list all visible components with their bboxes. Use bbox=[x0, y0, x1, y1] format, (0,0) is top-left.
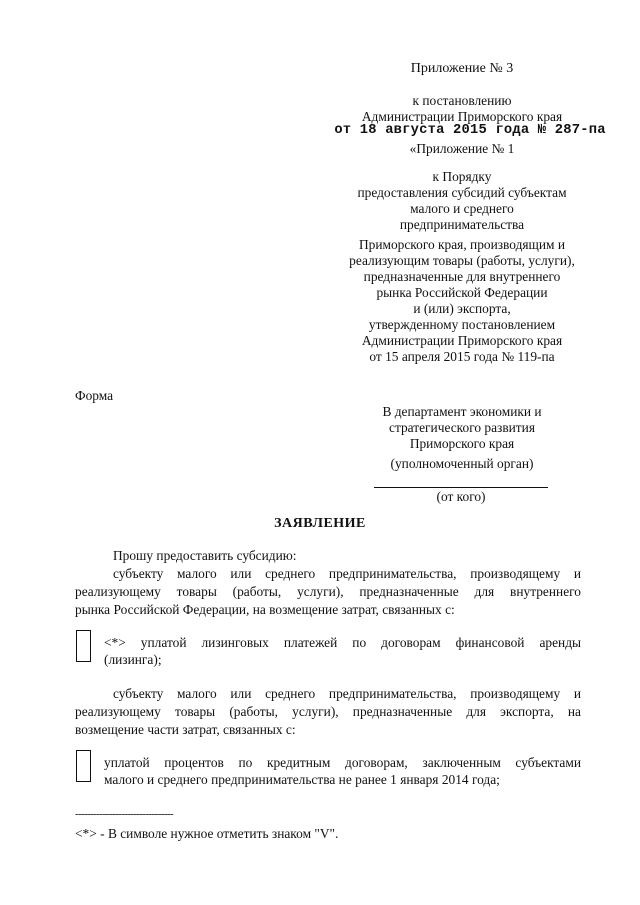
option-leasing-text: (лизинга); bbox=[104, 652, 162, 667]
paragraph-line: реализующему товары (работы, услуги), предназначенные для экспорта, на bbox=[75, 704, 581, 719]
procedure-line: Администрации Приморского края bbox=[361, 333, 563, 348]
procedure-line: предоставления субсидий субъектам bbox=[357, 185, 567, 200]
appendix-title: Приложение № 3 bbox=[410, 61, 514, 76]
paragraph-line: возмещение части затрат, связанных с: bbox=[75, 722, 296, 737]
procedure-line: от 15 апреля 2015 года № 119-па bbox=[369, 349, 555, 364]
addressee-line: В департамент экономики и bbox=[382, 404, 542, 419]
option-leasing-text: <*> уплатой лизинговых платежей по договорам финансовой аренды bbox=[104, 635, 581, 650]
procedure-line: реализующим товары (работы, услуги), bbox=[349, 253, 575, 268]
intro-text: Прошу предоставить субсидию: bbox=[113, 548, 297, 563]
procedure-line: к Порядку bbox=[432, 169, 492, 184]
procedure-line: предназначенные для внутреннего bbox=[363, 269, 561, 284]
header-line: к постановлению bbox=[412, 93, 512, 108]
decree-stamp-line: от 18 августа 2015 года № 287-па bbox=[334, 123, 606, 138]
option-credit-interest-checkbox[interactable] bbox=[76, 750, 91, 782]
procedure-line: Приморского края, производящим и bbox=[358, 237, 566, 252]
procedure-line: и (или) экспорта, bbox=[413, 301, 511, 316]
paragraph-line: субъекту малого или среднего предпринимательства, производящему и bbox=[113, 566, 581, 581]
procedure-line: рынка Российской Федерации bbox=[376, 285, 548, 300]
form-label: Форма bbox=[75, 388, 114, 403]
option-leasing-checkbox[interactable] bbox=[76, 630, 91, 662]
procedure-line: предпринимательства bbox=[399, 217, 525, 232]
footnote-separator: -------------------------------- bbox=[75, 808, 174, 820]
procedure-line: малого и среднего bbox=[410, 201, 514, 216]
paragraph-line: реализующему товары (работы, услуги), предназначенные для внутреннего bbox=[75, 584, 581, 599]
option-credit-interest-text: малого и среднего предпринимательства не ранее 1 января 2014 года; bbox=[104, 772, 500, 787]
paragraph-line: рынка Российской Федерации, на возмещение затрат, связанных с: bbox=[75, 602, 455, 617]
from-caption: (от кого) bbox=[436, 489, 486, 504]
addressee-line: Приморского края bbox=[409, 436, 515, 451]
document-title: ЗАЯВЛЕНИЕ bbox=[274, 516, 366, 531]
quoted-appendix: «Приложение № 1 bbox=[409, 141, 515, 156]
header-line: Администрации Приморского края bbox=[361, 109, 563, 124]
addressee-line: стратегического развития bbox=[389, 420, 535, 435]
addressee-line: (уполномоченный орган) bbox=[390, 456, 534, 471]
procedure-line: утвержденному постановлением bbox=[368, 317, 556, 332]
footnote-text: <*> - В символе нужное отметить знаком "V". bbox=[75, 826, 339, 841]
paragraph-line: субъекту малого или среднего предпринимательства, производящему и bbox=[113, 686, 581, 701]
option-credit-interest-text: уплатой процентов по кредитным договорам, заключенным субъектами bbox=[104, 755, 581, 770]
from-blank-line[interactable] bbox=[374, 487, 548, 488]
